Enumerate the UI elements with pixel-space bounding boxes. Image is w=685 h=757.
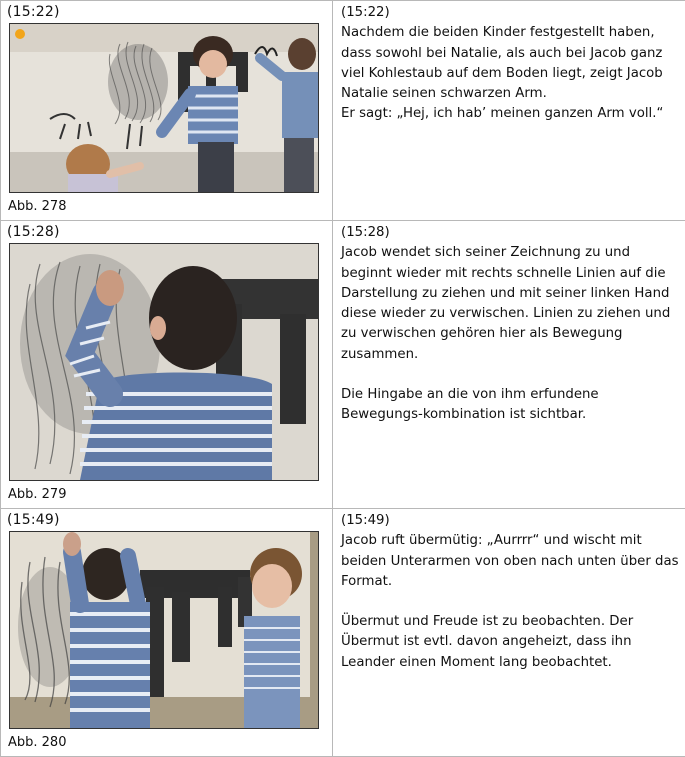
photo-abb-279: [9, 243, 319, 481]
figure-caption: Abb. 278: [8, 199, 67, 214]
text-timestamp: (15:22): [341, 5, 390, 20]
table-row: [1, 221, 685, 509]
photo-drawing-kids-at-wall: [10, 24, 318, 192]
description-text: [333, 221, 685, 426]
figure-caption: Abb. 279: [8, 487, 67, 502]
paragraph-spacer: [341, 592, 681, 612]
paragraph: Jacob wendet sich seiner Zeichnung zu und beginnt wieder mit rechts schnelle Linien auf die Darstellung zu ziehen und mit seiner linken Hand diese wieder zu verwischen. Linien zu ziehen und zu verwischen gehören hier als Bewegung zusammen.: [341, 245, 671, 362]
description-text: [333, 509, 685, 673]
image-cell: [1, 221, 333, 509]
description-cell: [333, 1, 685, 221]
video-timestamp: (15:28): [7, 224, 60, 240]
description-text: [333, 1, 685, 125]
paragraph: Übermut und Freude ist zu beobachten. Der Übermut ist evtl. davon angeheizt, dass ihn Leander einen Moment lang beobachtet.: [341, 614, 634, 670]
paragraph: Nachdem die beiden Kinder festgestellt haben, dass sowohl bei Natalie, als auch bei Jacob ganz viel Kohlestaub auf dem Boden liegt, zeigt Jacob Natalie seinen schwarzen Arm.: [341, 25, 663, 102]
figure-caption: Abb. 280: [8, 735, 67, 750]
text-timestamp: (15:49): [341, 513, 390, 528]
table-row: [1, 509, 685, 757]
paragraph: Die Hingabe an die von ihm erfundene Bewegungs-kombination ist sichtbar.: [341, 387, 599, 423]
image-cell: [1, 1, 333, 221]
text-timestamp: (15:28): [341, 225, 390, 240]
video-timestamp: (15:49): [7, 512, 60, 528]
photo-boys-at-wall: [10, 532, 318, 728]
description-cell: [333, 221, 685, 509]
table-row: [1, 1, 685, 221]
paragraph: Jacob ruft übermütig: „Aurrrr“ und wischt mit beiden Unterarmen von oben nach unten über das Format.: [341, 533, 679, 589]
photo-abb-280: [9, 531, 319, 729]
image-cell: [1, 509, 333, 757]
paragraph: Er sagt: „Hej, ich hab’ meinen ganzen Arm voll.“: [341, 106, 664, 122]
description-cell: [333, 509, 685, 757]
photo-abb-278: [9, 23, 319, 193]
video-timestamp: (15:22): [7, 4, 60, 20]
photo-boy-smudging-drawing: [10, 244, 318, 480]
paragraph-spacer: [341, 365, 681, 385]
